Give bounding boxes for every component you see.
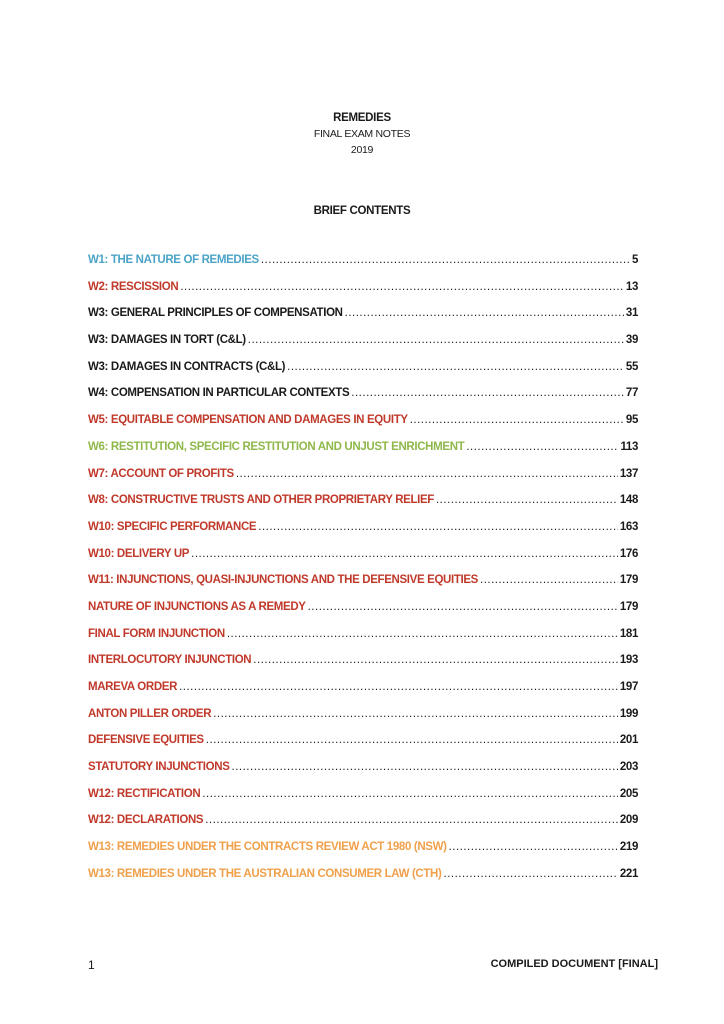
toc-entry[interactable] [88, 734, 638, 761]
toc-entry[interactable] [88, 841, 638, 868]
toc-dot-leader [179, 681, 618, 693]
toc-entry[interactable] [88, 788, 638, 815]
toc-entry-label[interactable]: W12: RECTIFICATION [88, 787, 201, 800]
toc-entry-page[interactable]: 148 [619, 494, 638, 507]
toc-entry[interactable] [88, 681, 638, 708]
toc-entry-page[interactable]: 95 [625, 414, 638, 427]
toc-entry-page[interactable]: 137 [619, 467, 638, 480]
toc-dot-leader [227, 628, 618, 640]
toc-entry[interactable] [88, 548, 638, 575]
toc-entry-page[interactable]: 181 [619, 627, 638, 640]
toc-entry-page[interactable]: 221 [619, 867, 638, 880]
toc-entry[interactable] [88, 708, 638, 735]
document-subtitle: FINAL EXAM NOTES [313, 128, 411, 140]
toc-entry-label[interactable]: FINAL FORM INJUNCTION [88, 627, 225, 640]
toc-entry[interactable] [88, 628, 638, 655]
toc-entry-page[interactable]: 176 [619, 547, 638, 560]
footer-doc-label: COMPILED DOCUMENT [FINAL] [490, 958, 658, 970]
toc-dot-leader [206, 734, 618, 746]
toc-dot-leader [308, 601, 618, 613]
toc-entry[interactable] [88, 441, 638, 468]
toc-dot-leader [248, 334, 624, 346]
toc-entry[interactable] [88, 761, 638, 788]
toc-entry-label[interactable]: W13: REMEDIES UNDER THE AUSTRALIAN CONSUMER LAW (CTH) [88, 867, 442, 880]
toc-entry[interactable] [88, 521, 638, 548]
toc-entry[interactable] [88, 868, 638, 895]
page-footer [88, 958, 658, 972]
toc-entry[interactable] [88, 601, 638, 628]
toc-entry[interactable] [88, 254, 638, 281]
toc-dot-leader [180, 281, 624, 293]
toc-dot-leader [191, 548, 618, 560]
toc-entry-page[interactable]: 201 [619, 734, 638, 747]
toc-entry-label[interactable]: NATURE OF INJUNCTIONS AS A REMEDY [88, 600, 306, 613]
toc-dot-leader [232, 761, 618, 773]
toc-entry-page[interactable]: 179 [619, 574, 638, 587]
toc-entry-label[interactable]: W8: CONSTRUCTIVE TRUSTS AND OTHER PROPRIETARY RELIEF [88, 494, 434, 507]
toc-entry[interactable] [88, 387, 638, 414]
toc-entry-label[interactable]: W12: DECLARATIONS [88, 814, 204, 827]
toc-entry-page[interactable]: 5 [631, 254, 638, 266]
toc-dot-leader [444, 868, 618, 880]
toc-entry-page[interactable]: 205 [619, 787, 638, 800]
toc-dot-leader [236, 468, 618, 480]
toc-entry-page[interactable]: 179 [619, 600, 638, 613]
toc-entry-page[interactable]: 13 [625, 280, 638, 293]
toc-entry[interactable] [88, 334, 638, 361]
toc-entry-label[interactable]: W11: INJUNCTIONS, QUASI-INJUNCTIONS AND THE DEFENSIVE EQUITIES [88, 574, 479, 587]
toc-entry-label[interactable]: ANTON PILLER ORDER [88, 707, 212, 720]
document-title: REMEDIES [333, 112, 391, 124]
toc-dot-leader [449, 841, 618, 853]
toc-entry-page[interactable]: 203 [619, 761, 638, 774]
toc-entry-page[interactable]: 197 [619, 681, 638, 693]
toc-entry-label[interactable]: MAREVA ORDER [88, 681, 178, 693]
toc-dot-leader [213, 708, 618, 720]
toc-entry-label[interactable]: W5: EQUITABLE COMPENSATION AND DAMAGES IN EQUITY [88, 414, 408, 427]
toc-dot-leader [410, 414, 624, 426]
toc-entry[interactable] [88, 361, 638, 388]
document-header [0, 110, 724, 158]
toc-entry-label[interactable]: DEFENSIVE EQUITIES [88, 734, 204, 747]
toc-entry-page[interactable]: 219 [619, 841, 638, 854]
document-year: 2019 [350, 144, 374, 156]
toc-dot-leader [466, 441, 618, 453]
toc-dot-leader [258, 521, 618, 533]
toc-entry-page[interactable]: 163 [619, 520, 638, 533]
table-of-contents [88, 254, 638, 895]
toc-entry-label[interactable]: W3: DAMAGES IN TORT (C&L) [88, 334, 246, 347]
toc-heading: BRIEF CONTENTS [313, 205, 411, 217]
toc-entry-page[interactable]: 39 [625, 334, 638, 347]
toc-dot-leader [202, 788, 618, 800]
toc-entry-page[interactable]: 199 [619, 707, 638, 720]
toc-entry-label[interactable]: INTERLOCUTORY INJUNCTION [88, 654, 252, 667]
toc-entry-page[interactable]: 77 [625, 387, 638, 400]
toc-entry[interactable] [88, 494, 638, 521]
toc-dot-leader [436, 494, 618, 506]
toc-entry-page[interactable]: 31 [625, 307, 638, 320]
toc-entry-label[interactable]: W10: SPECIFIC PERFORMANCE [88, 520, 257, 533]
toc-entry-label[interactable]: W3: DAMAGES IN CONTRACTS (C&L) [88, 360, 286, 373]
toc-dot-leader [261, 254, 630, 266]
toc-entry-label[interactable]: W3: GENERAL PRINCIPLES OF COMPENSATION [88, 307, 343, 320]
toc-entry[interactable] [88, 468, 638, 495]
toc-dot-leader [205, 814, 618, 826]
toc-dot-leader [253, 654, 618, 666]
toc-entry-label[interactable]: W2: RESCISSION [88, 280, 179, 293]
toc-entry-page[interactable]: 113 [620, 440, 638, 453]
toc-entry-label[interactable]: W10: DELIVERY UP [88, 547, 190, 560]
toc-entry-page[interactable]: 193 [619, 654, 638, 667]
toc-entry-label[interactable]: W7: ACCOUNT OF PROFITS [88, 467, 234, 480]
toc-dot-leader [480, 574, 618, 586]
toc-entry-label[interactable]: W6: RESTITUTION, SPECIFIC RESTITUTION AND UNJUST ENRICHMENT [88, 440, 465, 453]
toc-entry-page[interactable]: 55 [625, 360, 638, 373]
toc-dot-leader [351, 387, 624, 399]
toc-dot-leader [287, 361, 624, 373]
toc-entry-label[interactable]: W4: COMPENSATION IN PARTICULAR CONTEXTS [88, 387, 350, 400]
footer-page-number: 1 [88, 958, 95, 972]
toc-entry[interactable] [88, 281, 638, 308]
toc-entry-label[interactable]: W1: THE NATURE OF REMEDIES [88, 254, 259, 266]
toc-entry-label[interactable]: W13: REMEDIES UNDER THE CONTRACTS REVIEW ACT 1980 (NSW) [88, 841, 447, 854]
toc-entry-label[interactable]: STATUTORY INJUNCTIONS [88, 761, 230, 774]
toc-entry[interactable] [88, 307, 638, 334]
toc-entry-page[interactable]: 209 [619, 814, 638, 827]
toc-entry[interactable] [88, 654, 638, 681]
toc-entry[interactable] [88, 814, 638, 841]
toc-entry[interactable] [88, 414, 638, 441]
toc-dot-leader [345, 307, 624, 319]
toc-entry[interactable] [88, 574, 638, 601]
